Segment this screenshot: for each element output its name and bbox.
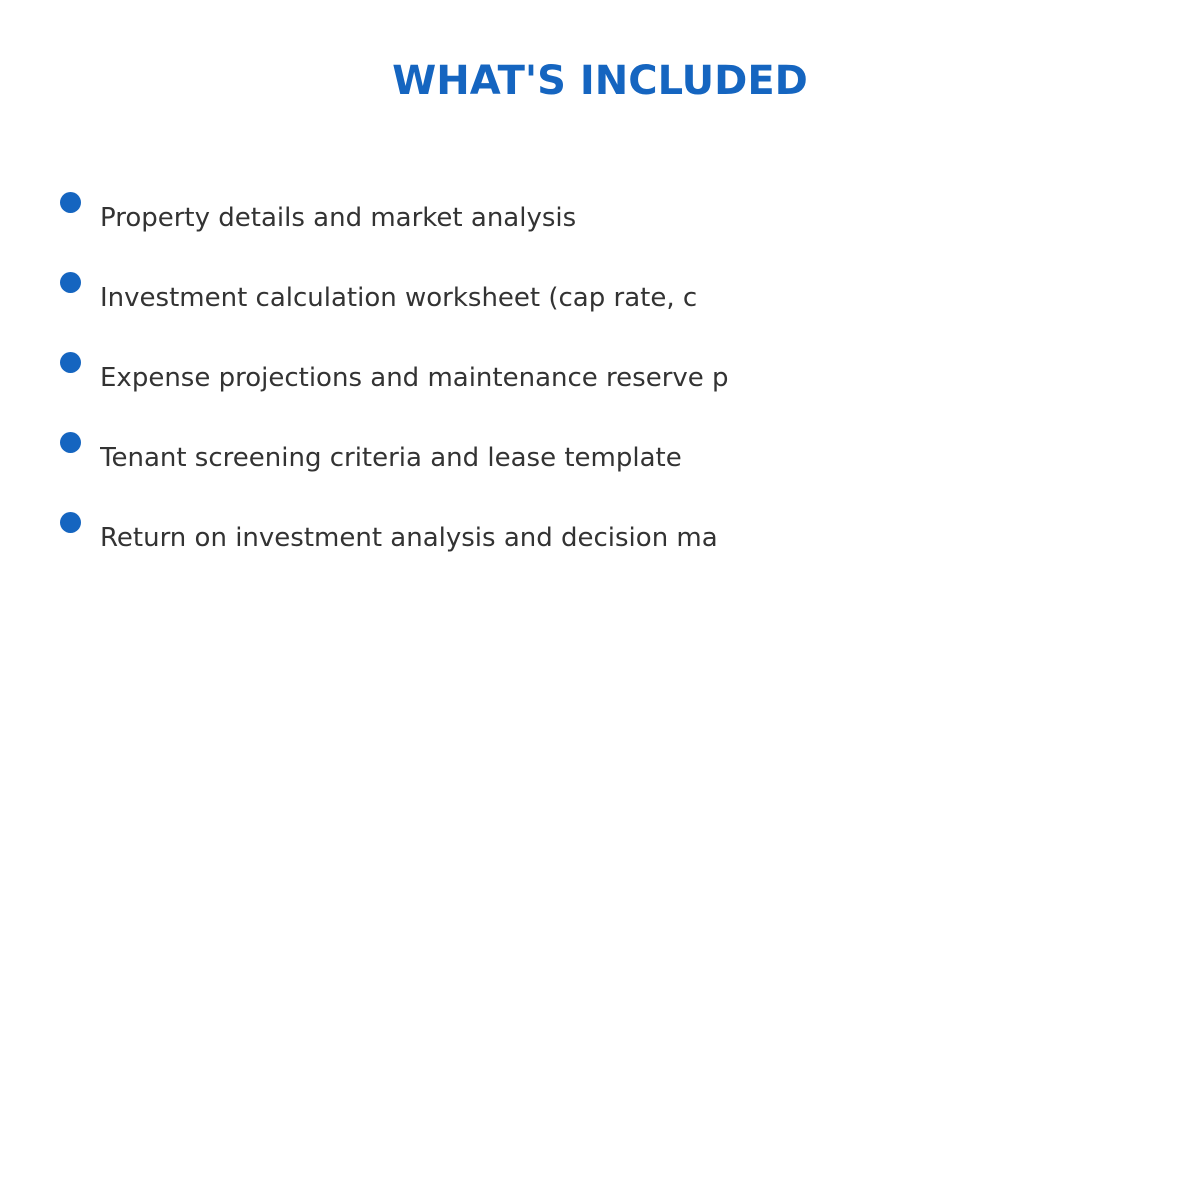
list-item <box>0 512 1200 572</box>
list-item <box>0 192 1200 252</box>
list-item <box>0 432 1200 492</box>
bullet-dot-icon <box>60 192 81 213</box>
page-title: WHAT'S INCLUDED <box>392 58 808 104</box>
bullet-dot-icon <box>60 272 81 293</box>
bullet-dot-icon <box>60 352 81 373</box>
list-item-text: Investment calculation worksheet (cap rate, c <box>100 283 698 313</box>
list-item-text: Tenant screening criteria and lease template <box>100 443 682 473</box>
list-item-text: Expense projections and maintenance reserve p <box>100 363 729 393</box>
list-item-text: Return on investment analysis and decision ma <box>100 523 718 553</box>
bullet-dot-icon <box>60 432 81 453</box>
list-item <box>0 272 1200 332</box>
list-item <box>0 352 1200 412</box>
bullet-dot-icon <box>60 512 81 533</box>
list-item-text: Property details and market analysis <box>100 203 577 233</box>
